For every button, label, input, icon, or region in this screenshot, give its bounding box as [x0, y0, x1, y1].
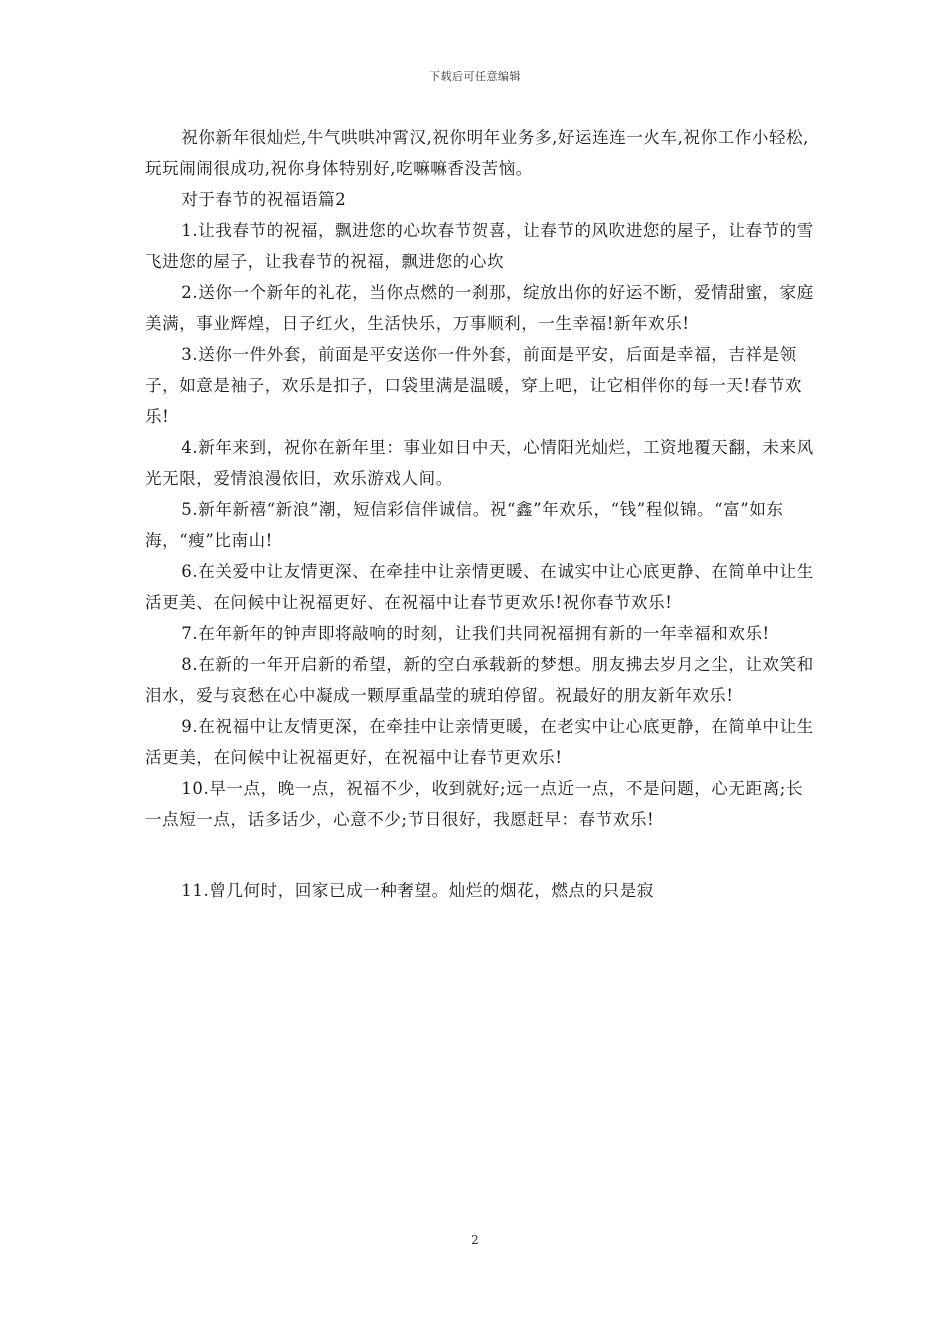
paragraph-item-10: 10.早一点，晚一点，祝福不少，收到就好;远一点近一点，不是问题，心无距离;长一点短一点，话多话少，心意不少;节日很好，我愿赶早：春节欢乐!	[145, 779, 804, 829]
paragraph-item-6: 6.在关爱中让友情更深、在牵挂中让亲情更暖、在诚实中让心底更静、在简单中让生活更美、在问候中让祝福更好、在祝福中让春节更欢乐!祝你春节欢乐!	[145, 562, 814, 612]
paragraph-item-4: 4.新年来到，祝你在新年里：事业如日中天，心情阳光灿烂，工资地覆天翻，未来风光无限，爱情浪漫依旧，欢乐游戏人间。	[145, 438, 814, 488]
paragraph-1: 祝你新年很灿烂,牛气哄哄冲霄汉,祝你明年业务多,好运连连一火车,祝你工作小轻松,玩玩闹闹很成功,祝你身体特别好,吃嘛嘛香没苦恼。	[145, 128, 810, 178]
paragraph-item-8: 8.在新的一年开启新的希望，新的空白承载新的梦想。朋友拂去岁月之尘，让欢笑和泪水，爱与哀愁在心中凝成一颗厚重晶莹的琥珀停留。祝最好的朋友新年欢乐!	[145, 655, 814, 705]
paragraph-item-3: 3.送你一件外套，前面是平安送你一件外套，前面是平安，后面是幸福，吉祥是领子，如意是袖子，欢乐是扣子，口袋里满是温暖，穿上吧，让它相伴你的每一天!春节欢乐!	[145, 345, 803, 426]
paragraph-item-2: 2.送你一个新年的礼花，当你点燃的一刹那，绽放出你的好运不断，爱情甜蜜，家庭美满，事业辉煌，日子红火，生活快乐，万事顺利，一生幸福!新年欢乐!	[145, 283, 814, 333]
paragraph-item-7: 7.在年新年的钟声即将敲响的时刻，让我们共同祝福拥有新的一年幸福和欢乐!	[181, 624, 770, 643]
section-heading: 对于春节的祝福语篇2	[181, 190, 347, 209]
document-body	[145, 122, 815, 906]
paragraph-item-11: 11.曾几何时，回家已成一种奢望。灿烂的烟花，燃点的只是寂	[181, 881, 654, 900]
page-header: 下载后可任意编辑	[429, 70, 521, 83]
paragraph-item-1: 1.让我春节的祝福，飘进您的心坎春节贺喜，让春节的风吹进您的屋子，让春节的雪飞进您的屋子，让我春节的祝福，飘进您的心坎	[145, 221, 814, 271]
page-number: 2	[471, 1233, 479, 1247]
paragraph-item-5: 5.新年新禧“新浪”潮，短信彩信伴诚信。祝“鑫”年欢乐，“钱”程似锦。“富”如东海，“瘦”比南山!	[145, 500, 784, 550]
paragraph-gap	[145, 835, 815, 875]
paragraph-item-9: 9.在祝福中让友情更深，在牵挂中让亲情更暖，在老实中让心底更静，在简单中让生活更美，在问候中让祝福更好，在祝福中让春节更欢乐!	[145, 717, 814, 767]
